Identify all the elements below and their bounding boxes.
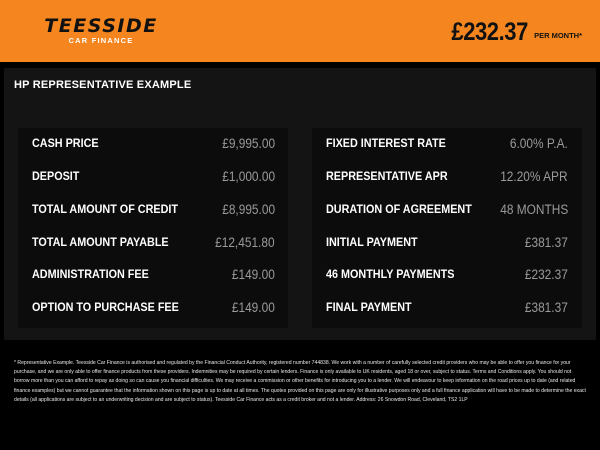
per-month-label: PER MONTH*: [534, 30, 582, 40]
price-value: £232.37: [451, 17, 529, 46]
finance-row: [18, 165, 288, 187]
header-bar: [0, 0, 600, 62]
row-label: FINAL PAYMENT: [326, 300, 412, 314]
legal-disclaimer: * Representative Example. Teesside Car Finance is authorised and regulated by the Financial Conduct Authority, registered number 744838. We work with a number of carefully selected credit providers who may be able to offer you finance for your purchase, and we are only able to offer finance products from these providers. Indemnities may be required by certain lenders. Finance is only available to UK residents, aged 18 or over, subject to status. Terms and Conditions apply. You should not borrow more than you can afford to repay as doing so can cause you financial difficulties. We may receive a commission or other benefits for introducing you to a lender. We will endeavour to keep information on the road prices up to date (and related finance examples) but we cannot guarantee that the information shown on this page is up to date at all times. The quotes provided on this page are only for illustrative purposes only and a full finance application will have to be made to determine the exact details (all applications are subject to an underwriting decision and are subject to status). Teesside Car Finance acts as a credit broker and not a lender. Address: 26 Snowdon Road, Cleveland, TS2 1LP: [14, 360, 586, 403]
row-value: £232.37: [525, 266, 568, 282]
panel-title: HP REPRESENTATIVE EXAMPLE: [14, 79, 192, 91]
row-label: TOTAL AMOUNT PAYABLE: [32, 235, 169, 249]
finance-row: [312, 263, 582, 285]
row-value: £1,000.00: [222, 168, 275, 184]
row-value: £149.00: [232, 299, 275, 315]
finance-row: [18, 296, 288, 318]
row-label: DURATION OF AGREEMENT: [326, 202, 472, 216]
finance-row: [312, 165, 582, 187]
finance-row: [312, 198, 582, 220]
finance-column-left: [18, 128, 288, 328]
row-value: £149.00: [232, 266, 275, 282]
row-value: 48 MONTHS: [500, 201, 568, 217]
row-value: 12.20% APR: [500, 168, 568, 184]
finance-column-right: [312, 128, 582, 328]
finance-row: [312, 231, 582, 253]
finance-row: [312, 296, 582, 318]
finance-row: [312, 132, 582, 154]
brand-name: TEESSIDE: [44, 15, 158, 37]
row-label: REPRESENTATIVE APR: [326, 169, 448, 183]
brand-subtitle: CAR FINANCE: [68, 36, 134, 45]
brand-logo[interactable]: [40, 16, 162, 48]
row-label: INITIAL PAYMENT: [326, 235, 418, 249]
row-label: FIXED INTEREST RATE: [326, 136, 446, 150]
finance-row: [18, 231, 288, 253]
row-value: £381.37: [525, 299, 568, 315]
row-value: 6.00% P.A.: [510, 135, 568, 151]
row-label: OPTION TO PURCHASE FEE: [32, 300, 179, 314]
finance-row: [18, 263, 288, 285]
row-label: TOTAL AMOUNT OF CREDIT: [32, 202, 178, 216]
finance-row: [18, 198, 288, 220]
row-label: ADMINISTRATION FEE: [32, 267, 149, 281]
row-value: £381.37: [525, 234, 568, 250]
row-label: 46 MONTHLY PAYMENTS: [326, 267, 455, 281]
monthly-price: [441, 17, 582, 47]
row-value: £8,995.00: [222, 201, 275, 217]
row-value: £12,451.80: [215, 234, 275, 250]
row-value: £9,995.00: [222, 135, 275, 151]
row-label: DEPOSIT: [32, 169, 80, 183]
finance-row: [18, 132, 288, 154]
row-label: CASH PRICE: [32, 136, 99, 150]
